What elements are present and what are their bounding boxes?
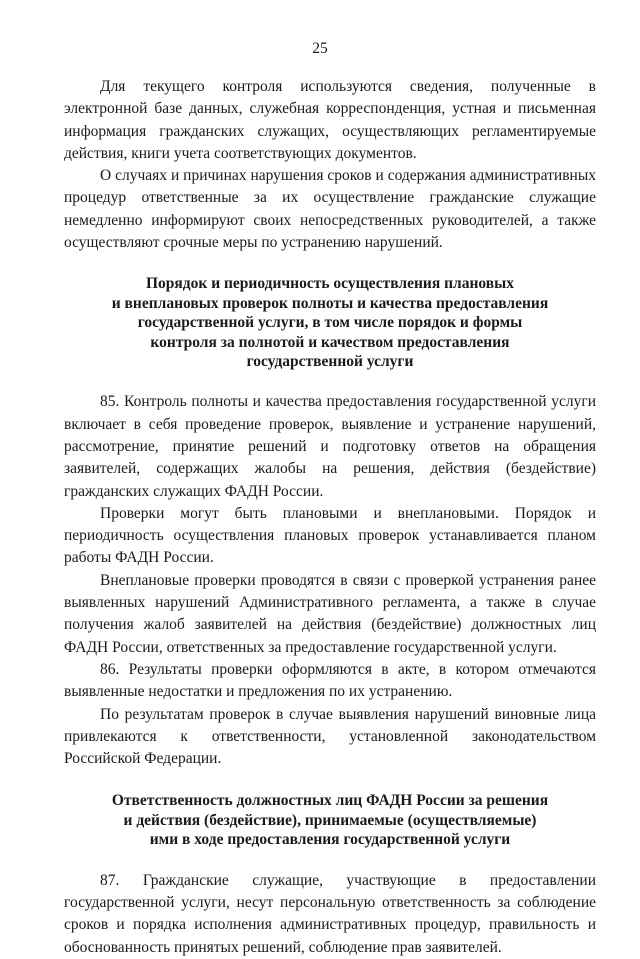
heading-line: ими в ходе предоставления государственной услуги bbox=[149, 831, 511, 849]
heading-line: государственной услуги, в том числе порядок и формы bbox=[137, 314, 523, 332]
heading-line: и действия (бездействие), принимаемые (осуществляемые) bbox=[123, 811, 537, 829]
paragraph-item-87: 87. Гражданские служащие, участвующие в предоставлении государственной услуги, несут персональную ответственность за соблюдение сроков и порядка исполнения административных процедур, правильность и обоснованность принятых решений, соблюдение прав заявителей. bbox=[64, 871, 596, 956]
paragraph-scheduled-inspections: Проверки могут быть плановыми и внеплановыми. Порядок и периодичность осуществления плановых проверок устанавливается планом работы ФАДН России. bbox=[64, 504, 596, 567]
paragraph-current-control: Для текущего контроля используются сведения, полученные в электронной базе данных, служебная корреспонденция, устная и письменная информация гражданских служащих, осуществляющих регламентируемые действия, книги учета соответствующих документов. bbox=[64, 78, 596, 162]
heading-line: и внеплановых проверок полноты и качества предоставления bbox=[111, 294, 549, 312]
paragraph-item-86: 86. Результаты проверки оформляются в акте, в котором отмечаются выявленные недостатки и предложения по их устранению. bbox=[64, 660, 596, 701]
paragraph-item-85: 85. Контроль полноты и качества предоставления государственной услуги включает в себя проведение проверок, выявление и устранение нарушений, рассмотрение, принятие решений и подготовку ответов на обращения заявителей, содержащих жалобы на решения, действия (бездействие) гражданских служащих ФАДН России. bbox=[64, 393, 596, 500]
section-heading-responsibility bbox=[64, 791, 596, 849]
document-body bbox=[64, 76, 596, 959]
page-number: 25 bbox=[312, 40, 328, 57]
paragraph-unscheduled-inspections: Внеплановые проверки проводятся в связи с проверкой устранения ранее выявленных нарушений Административного регламента, а также в случае получения жалоб заявителей на действия (бездействие) должностных лиц ФАДН России, ответственных за предоставление государственной услуги. bbox=[64, 571, 596, 656]
heading-line: Порядок и периодичность осуществления плановых bbox=[145, 275, 515, 293]
paragraph-liability: По результатам проверок в случае выявления нарушений виновные лица привлекаются к ответственности, установленной законодательством Российской Федерации. bbox=[64, 705, 596, 768]
section-heading-inspections bbox=[64, 274, 596, 371]
paragraph-violations-notice: О случаях и причинах нарушения сроков и содержания административных процедур ответственные за их осуществление гражданские служащие немедленно информируют своих непосредственных руководителей, а также осуществляют срочные меры по устранению нарушений. bbox=[64, 167, 596, 252]
heading-line: Ответственность должностных лиц ФАДН России за решения bbox=[111, 792, 549, 810]
heading-line: государственной услуги bbox=[246, 353, 414, 370]
heading-line: контроля за полнотой и качеством предоставления bbox=[150, 333, 510, 351]
